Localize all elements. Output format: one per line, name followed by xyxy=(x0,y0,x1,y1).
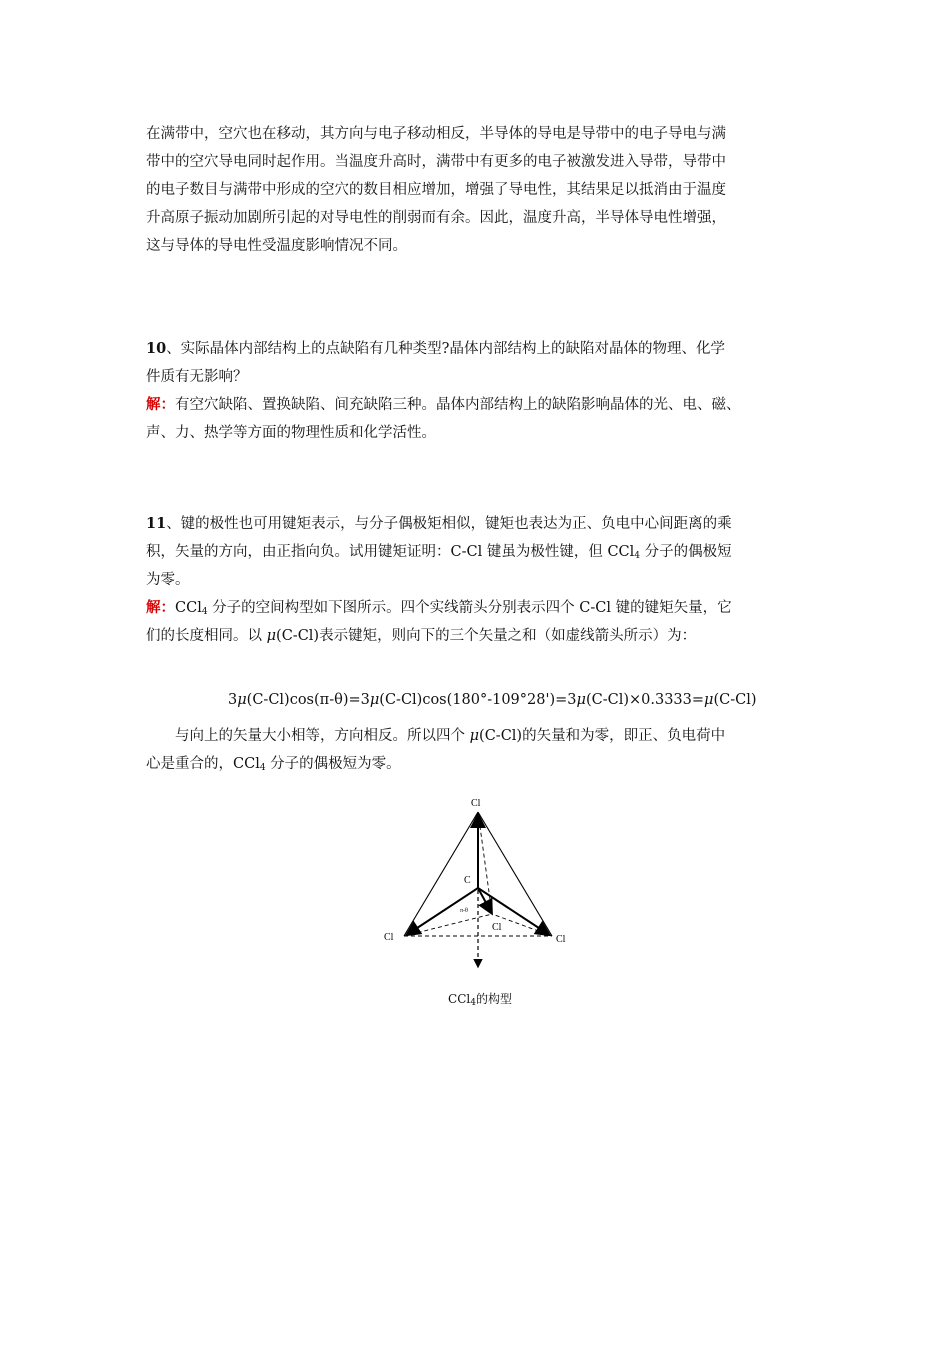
angle-label: π-θ xyxy=(460,908,468,914)
text-line: 带中的空穴导电同时起作用。当温度升高时，满带中有更多的电子被激发进入导带，导带中 xyxy=(146,154,726,170)
atom-label-front: Cl xyxy=(492,922,502,933)
answer-text: 声、力、热学等方面的物理性质和化学活性。 xyxy=(146,425,436,441)
figure-caption: CCl$_4$的构型 xyxy=(448,992,512,1008)
intro-paragraph xyxy=(146,120,810,260)
ccl4-structure-diagram xyxy=(376,790,586,975)
answer-text: 有空穴缺陷、置换缺陷、间充缺陷三种。晶体内部结构上的缺陷影响晶体的光、电、磁、 xyxy=(175,397,741,413)
question-10 xyxy=(146,335,810,447)
question-text: 件质有无影响？ xyxy=(146,369,248,385)
text-line: 这与导体的导电性受温度影响情况不同。 xyxy=(146,238,407,254)
question-number: 10 xyxy=(146,340,167,357)
answer-label: 解： xyxy=(146,396,175,413)
question-text: 积，矢量的方向，由正指向负。试用键矩证明：C-Cl 键虽为极性键，但 CCl xyxy=(146,544,635,560)
edge-line xyxy=(478,812,492,914)
atom-label-top: Cl xyxy=(471,798,481,809)
edge-line xyxy=(478,812,552,936)
text-line: 升高原子振动加剧所引起的对导电性的削弱而有余。因此，温度升高，半导体导电性增强， xyxy=(146,210,726,226)
text-line: 在满带中，空穴也在移动，其方向与电子移动相反，半导体的导电是导带中的电子导电与满 xyxy=(146,126,726,142)
question-text: 、键的极性也可用键矩表示，与分子偶极矩相似，键矩也表达为正、负电中心间距离的乘 xyxy=(166,516,732,532)
question-text: 为零。 xyxy=(146,572,190,588)
atom-label-center: C xyxy=(464,875,471,886)
question-11: 11、键的极性也可用键矩表示，与分子偶极矩相似，键矩也表达为正、负电中心间距离的乘 积，矢量的方向，由正指向负。试用键矩证明：C-Cl 键虽为极性键，但 CCl$_4$ 分子的偶极短 为零。 解：CCl$_4$ 分子的空间构型如下图所示。四个实线箭头分别表示四个 C-Cl 键的键矩矢量，它 们的长度相同。以 μ(C-Cl)表示键矩，则向下的三个矢量之和（如虚线箭头所示）为： xyxy=(146,510,810,650)
edge-line xyxy=(404,914,492,936)
edge-line xyxy=(404,812,478,936)
atom-label-left: Cl xyxy=(384,932,394,943)
answer-text: (C-Cl)表示键矩，则向下的三个矢量之和（如虚线箭头所示）为： xyxy=(276,628,697,644)
conclusion-paragraph: 与向上的矢量大小相等，方向相反。所以四个 μ(C-Cl)的矢量和为零，即正、负电荷中 心是重合的，CCl$_4$ 分子的偶极短为零。 xyxy=(146,728,726,773)
question-number: 11 xyxy=(146,515,167,532)
question-text: 、实际晶体内部结构上的点缺陷有几种类型?晶体内部结构上的缺陷对晶体的物理、化学 xyxy=(166,341,725,357)
text-line: 的电子数目与满带中形成的空穴的数目相应增加，增强了导电性，其结果足以抵消由于温度 xyxy=(146,182,726,198)
answer-text: 分子的空间构型如下图所示。四个实线箭头分别表示四个 C-Cl 键的键矩矢量，它 xyxy=(207,600,732,616)
answer-label: 解： xyxy=(146,599,175,616)
atom-label-right: Cl xyxy=(556,934,566,945)
equation: 3μ(C-Cl)cos(π-θ)=3μ(C-Cl)cos(180°-109°28')=3μ(C-Cl)×0.3333=μ(C-Cl) xyxy=(228,692,757,708)
